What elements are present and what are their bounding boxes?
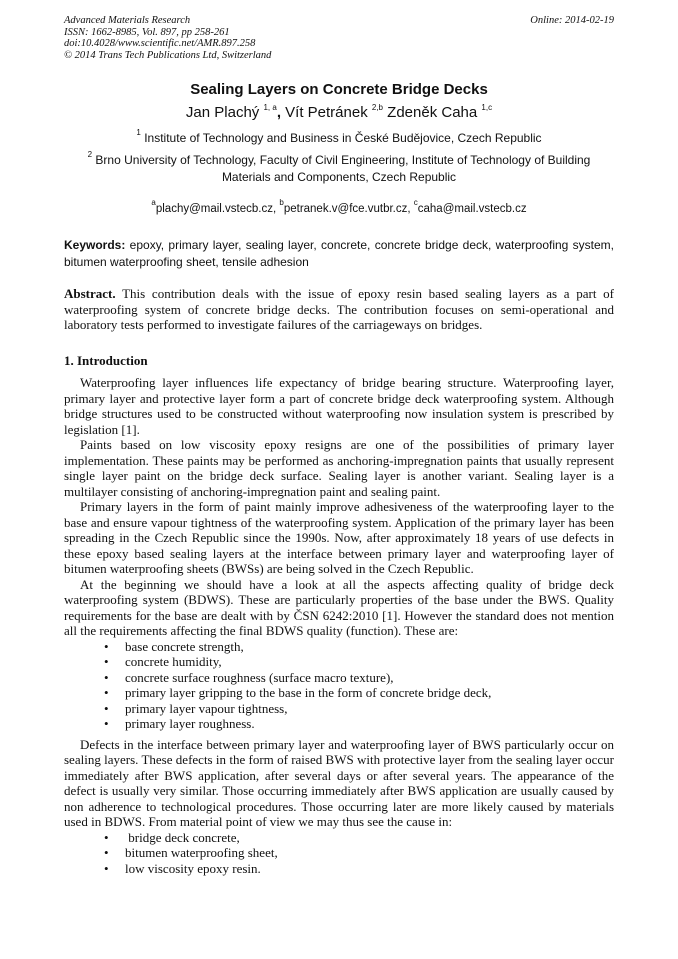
keywords-label: Keywords: (64, 238, 126, 252)
list-item-text: base concrete strength, (125, 638, 244, 654)
email-list (0, 198, 678, 215)
author-sup: 1,c (481, 103, 493, 112)
bullet-icon: • (104, 638, 109, 654)
causes-list (64, 830, 614, 877)
paper-title: Sealing Layers on Concrete Bridge Decks (190, 81, 488, 98)
list-item-text: bridge deck concrete, (125, 829, 240, 845)
affiliation-text: Brno University of Technology, Faculty of Civil Engineering, Institute of Technology of Building Materials and Components, Czech Republic (95, 153, 591, 184)
keywords-text: epoxy, primary layer, sealing layer, concrete, concrete bridge deck, waterproofing system, bitumen waterproofing sheet, tensile adhesion (64, 238, 614, 269)
bullet-icon: • (104, 700, 109, 716)
email-sup: c (413, 198, 418, 207)
author-sup: 2,b (371, 103, 383, 112)
abstract-label: Abstract. (64, 286, 116, 301)
affiliation-sup: 1 (136, 128, 141, 137)
author-name: Vít Petránek (285, 104, 368, 121)
list-item-text: low viscosity epoxy resin. (125, 860, 261, 876)
bullet-icon: • (104, 685, 109, 700)
abstract-block (64, 286, 614, 333)
bullet-icon: • (104, 716, 109, 731)
bullet-icon: • (104, 654, 109, 669)
section-heading: 1. Introduction (64, 353, 148, 368)
list-item (64, 845, 614, 861)
list-item-text: concrete surface roughness (surface macro texture), (125, 669, 394, 685)
bullet-icon: • (104, 829, 109, 845)
paragraph: At the beginning we should have a look at all the aspects affecting quality of bridge deck waterproofing system (BDWS). These are particularly properties of the base under the BWS. Quality requirements for the base are dealt with by ČSN 6242:2010 [1]. However the standard does not mention all the requirements affecting the final BDWS quality (function). These are: (64, 576, 614, 638)
list-item (64, 685, 614, 701)
section-body (64, 375, 614, 876)
affiliation-1 (64, 130, 614, 147)
list-item (64, 670, 614, 686)
online-date: Online: 2014-02-19 (530, 15, 614, 26)
list-item (64, 654, 614, 670)
list-item (64, 716, 614, 732)
bullet-icon: • (104, 860, 109, 876)
bullet-icon: • (104, 845, 109, 860)
author-sup: 1, a (263, 103, 277, 112)
affiliation-text: Institute of Technology and Business in České Budějovice, Czech Republic (144, 131, 542, 145)
list-item (64, 830, 614, 846)
doi-line: doi:10.4028/www.scientific.net/AMR.897.258 (64, 38, 256, 49)
requirements-list (64, 639, 614, 732)
author-list: Jan Plachý $^{1, a}$, Vít Petránek $^{2,b}$ Zdeněk Caha $^{1,c}$ (185, 103, 493, 121)
journal-name: Advanced Materials Research (64, 15, 191, 26)
copyright-line: © 2014 Trans Tech Publications Ltd, Switzerland (64, 49, 272, 61)
email-link[interactable]: petranek.v@fce.vutbr.cz, (283, 203, 411, 215)
list-item (64, 639, 614, 655)
list-item-text: concrete humidity, (125, 654, 222, 669)
author-name: Jan Plachý (185, 104, 260, 121)
list-item (64, 701, 614, 717)
abstract-text: This contribution deals with the issue of epoxy resin based sealing layers as a part of waterproofing system of concrete bridge decks. The contribution focuses on semi-operational and laboratory tests performed to investigate failures of the carriageways on bridges. (64, 286, 614, 332)
email-sup: b (279, 198, 284, 207)
list-item-text: primary layer gripping to the base in the form of concrete bridge deck, (125, 685, 492, 700)
paragraph: Primary layers in the form of paint mainly improve adhesiveness of the waterproofing layer to the base and ensure vapour tightness of the waterproofing system. Application of the primary layer has been spreading in the Czech Republic since the 1990s. Now, after approximately 18 years of use defects in these epoxy based sealing layers at the interface between primary layer and waterproofing layer of bitumen waterproofing sheets (BWSs) are being solved in the Czech Republic. (64, 499, 614, 576)
keywords-block (64, 237, 614, 270)
paragraph: Defects in the interface between primary layer and waterproofing layer of BWS particularly occur on sealing layers. These defects in the form of raised BWS with protective layer from the sealing layer occur immediately after BWS application, after several days or after several years. The appearance of the defect is usually very similar. Those occurring immediately after BWS application are usually caused by non adherence to technological procedures. Those occurring later are more likely caused by materials used in BDWS. From material point of view we may thus see the cause in: (64, 736, 614, 829)
email-sup: a (151, 198, 156, 207)
author-name: Zdeněk Caha (387, 104, 478, 121)
bullet-icon: • (104, 669, 109, 685)
paragraph: Waterproofing layer influences life expectancy of bridge bearing structure. Waterproofing layer, primary layer and protective layer form a part of concrete bridge deck waterproofing system. Although bridge structures used to be constructed without waterproofing now insulation system is prescribed by legislation [1]. (64, 375, 614, 437)
email-link[interactable]: caha@mail.vstecb.cz (417, 203, 527, 215)
email-link[interactable]: plachy@mail.vstecb.cz, (155, 203, 277, 215)
affiliation-2 (64, 152, 614, 186)
list-item-text: primary layer roughness. (125, 716, 255, 731)
list-item (64, 861, 614, 877)
paragraph: Paints based on low viscosity epoxy resigns are one of the possibilities of primary layer implementation. These paints may be performed as anchoring-impregnation paints that usually represent single layer paint on the bridge deck surface. Sealing layer is another variant. Sealing layer is a multilayer consisting of anchoring-impregnation paint and sealing paint. (64, 437, 614, 499)
list-item-text: bitumen waterproofing sheet, (125, 845, 278, 860)
affiliation-sup: 2 (87, 150, 93, 159)
journal-header (64, 15, 271, 61)
list-item-text: primary layer vapour tightness, (125, 700, 288, 716)
issn-line: ISSN: 1662-8985, Vol. 897, pp 258-261 (64, 26, 230, 38)
